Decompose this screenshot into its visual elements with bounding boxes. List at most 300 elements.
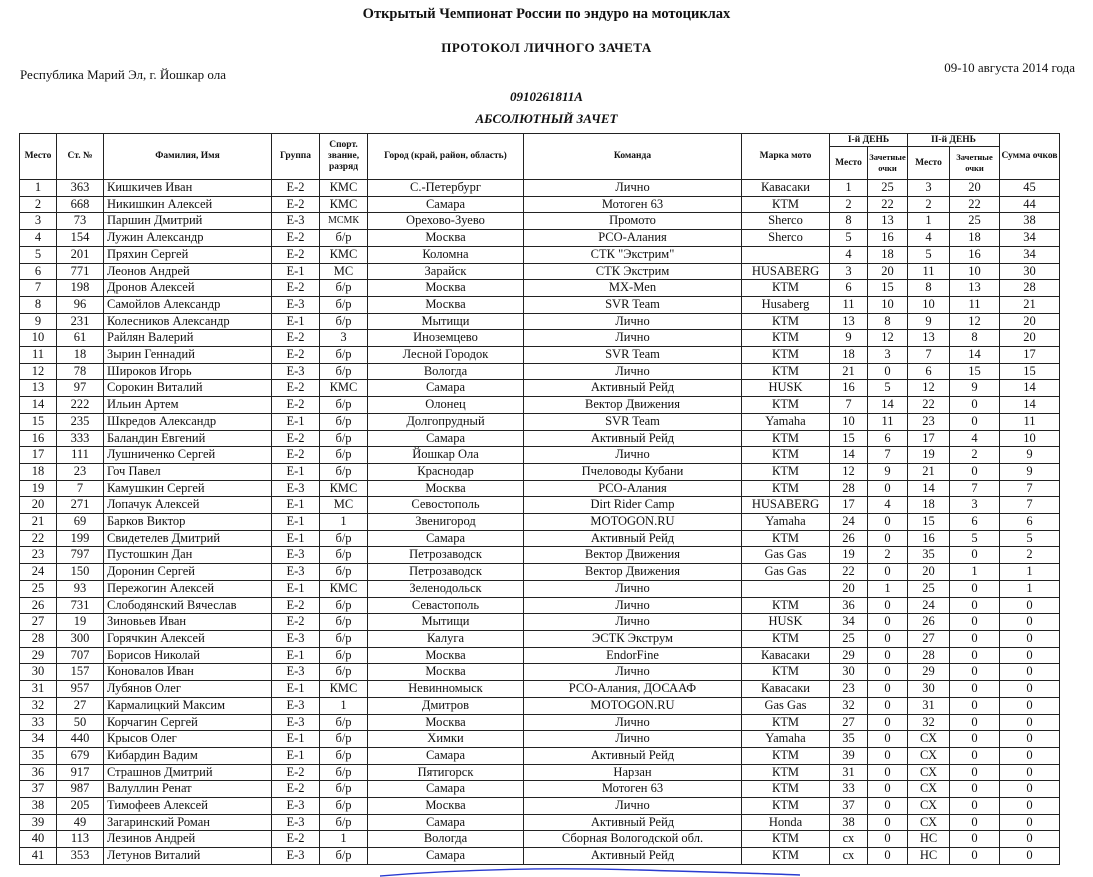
cell-day1-points: 22 [868,196,908,213]
cell-rank: КМС [320,246,368,263]
cell-place: 33 [20,714,57,731]
cell-rank: б/р [320,230,368,247]
cell-team: Вектор Движения [524,397,742,414]
cell-sum: 15 [1000,363,1060,380]
cell-place: 4 [20,230,57,247]
cell-place: 15 [20,413,57,430]
cell-city: Севостополь [368,497,524,514]
cell-group: Е-2 [272,330,320,347]
cell-day2-points: 0 [950,614,1000,631]
cell-group: Е-2 [272,280,320,297]
cell-day2-place: 5 [908,246,950,263]
cell-place: 3 [20,213,57,230]
cell-team: Лично [524,597,742,614]
cell-group: Е-2 [272,246,320,263]
cell-place: 32 [20,697,57,714]
cell-moto: Gas Gas [742,564,830,581]
cell-day2-points: 20 [950,180,1000,197]
cell-day1-points: 0 [868,630,908,647]
cell-sum: 10 [1000,430,1060,447]
cell-team: Лично [524,330,742,347]
cell-city: Пятигорск [368,764,524,781]
cell-start-no: 917 [57,764,104,781]
cell-day1-points: 9 [868,463,908,480]
cell-team: Dirt Rider Camp [524,497,742,514]
table-row [20,697,1060,714]
region-location: Республика Марий Эл, г. Йошкар ола [20,67,226,82]
cell-name: Свидетелев Дмитрий [104,530,272,547]
cell-team: EndorFine [524,647,742,664]
cell-city: Москва [368,296,524,313]
cell-team: СТК "Экстрим" [524,246,742,263]
cell-team: Активный Рейд [524,848,742,865]
cell-day1-place: 17 [830,497,868,514]
table-row [20,480,1060,497]
cell-moto: КТМ [742,463,830,480]
cell-city: Самара [368,380,524,397]
cell-team: СТК Экстрим [524,263,742,280]
cell-city: Зеленодольск [368,580,524,597]
cell-moto: Yamaha [742,731,830,748]
cell-rank: б/р [320,397,368,414]
table-row [20,831,1060,848]
table-row [20,714,1060,731]
table-row [20,397,1060,414]
cell-day1-place: 36 [830,597,868,614]
cell-place: 39 [20,814,57,831]
cell-start-no: 771 [57,263,104,280]
cell-group: Е-2 [272,230,320,247]
cell-day1-place: 37 [830,798,868,815]
cell-day2-points: 0 [950,814,1000,831]
cell-name: Баландин Евгений [104,430,272,447]
cell-team: ЭСТК Экструм [524,630,742,647]
cell-city: Севастополь [368,597,524,614]
cell-group: Е-1 [272,263,320,280]
cell-day1-points: 0 [868,747,908,764]
cell-sum: 9 [1000,447,1060,464]
cell-city: Самара [368,430,524,447]
cell-day2-place: СХ [908,764,950,781]
cell-day2-points: 6 [950,514,1000,531]
cell-start-no: 333 [57,430,104,447]
cell-moto: КТМ [742,313,830,330]
col-place: Место [20,134,57,180]
cell-sum: 0 [1000,764,1060,781]
cell-rank: б/р [320,714,368,731]
cell-sum: 1 [1000,564,1060,581]
cell-moto: Yamaha [742,413,830,430]
table-row [20,196,1060,213]
cell-day2-points: 2 [950,447,1000,464]
cell-sum: 9 [1000,463,1060,480]
table-row [20,413,1060,430]
cell-group: Е-3 [272,714,320,731]
cell-rank: КМС [320,480,368,497]
cell-rank: б/р [320,430,368,447]
cell-moto: КТМ [742,831,830,848]
cell-day1-points: 0 [868,814,908,831]
cell-day2-points: 12 [950,313,1000,330]
cell-place: 30 [20,664,57,681]
cell-day2-place: 17 [908,430,950,447]
table-row [20,463,1060,480]
cell-group: Е-1 [272,747,320,764]
cell-group: Е-1 [272,497,320,514]
cell-sum: 0 [1000,747,1060,764]
cell-group: Е-2 [272,397,320,414]
cell-place: 28 [20,630,57,647]
table-row [20,731,1060,748]
cell-place: 19 [20,480,57,497]
cell-day2-place: 3 [908,180,950,197]
cell-start-no: 23 [57,463,104,480]
cell-day1-place: 23 [830,681,868,698]
cell-sum: 20 [1000,313,1060,330]
cell-start-no: 198 [57,280,104,297]
cell-day1-points: 13 [868,213,908,230]
cell-sum: 7 [1000,480,1060,497]
table-row [20,280,1060,297]
cell-rank: б/р [320,363,368,380]
cell-day2-points: 0 [950,647,1000,664]
cell-rank: б/р [320,413,368,430]
cell-day1-place: 8 [830,213,868,230]
cell-place: 12 [20,363,57,380]
cell-team: Вектор Движения [524,564,742,581]
cell-group: Е-3 [272,296,320,313]
cell-group: Е-3 [272,798,320,815]
cell-start-no: 78 [57,363,104,380]
cell-day1-place: 19 [830,547,868,564]
cell-city: Краснодар [368,463,524,480]
cell-group: Е-3 [272,480,320,497]
cell-day2-points: 0 [950,547,1000,564]
cell-sum: 11 [1000,413,1060,430]
standings-subtitle: АБСОЛЮТНЫЙ ЗАЧЕТ [475,111,618,126]
cell-moto: КТМ [742,764,830,781]
cell-day1-points: 10 [868,296,908,313]
cell-day2-place: 19 [908,447,950,464]
cell-day2-place: 31 [908,697,950,714]
document-title: Открытый Чемпионат России по эндуро на мотоциклах [362,6,731,22]
cell-day2-place: 24 [908,597,950,614]
cell-moto: Sherco [742,230,830,247]
cell-moto: Gas Gas [742,697,830,714]
table-row [20,681,1060,698]
cell-group: Е-3 [272,564,320,581]
cell-group: Е-1 [272,514,320,531]
cell-sum: 34 [1000,230,1060,247]
cell-group: Е-2 [272,380,320,397]
cell-day1-place: 34 [830,614,868,631]
col-city: Город (край, район, область) [368,134,524,180]
cell-sum: 0 [1000,848,1060,865]
cell-day2-place: 7 [908,347,950,364]
cell-moto: КТМ [742,480,830,497]
cell-day1-place: сх [830,831,868,848]
cell-day2-place: НС [908,831,950,848]
cell-day2-place: 28 [908,647,950,664]
cell-city: Москва [368,230,524,247]
cell-rank: б/р [320,597,368,614]
cell-day1-points: 0 [868,831,908,848]
cell-moto: КТМ [742,798,830,815]
cell-rank: б/р [320,764,368,781]
col-day1: I-й ДЕНЬ [830,134,908,147]
cell-group: Е-2 [272,447,320,464]
cell-sum: 0 [1000,731,1060,748]
cell-day1-place: 26 [830,530,868,547]
cell-group: Е-1 [272,463,320,480]
cell-day2-points: 0 [950,630,1000,647]
cell-day1-points: 0 [868,731,908,748]
cell-city: Самара [368,781,524,798]
table-row [20,814,1060,831]
cell-day2-points: 0 [950,597,1000,614]
cell-team: MOTOGON.RU [524,514,742,531]
cell-start-no: 235 [57,413,104,430]
cell-day1-place: 11 [830,296,868,313]
cell-rank: МС [320,497,368,514]
col-day1-points: Зачетные очки [868,147,908,180]
table-row [20,798,1060,815]
cell-name: Кишкичев Иван [104,180,272,197]
cell-place: 8 [20,296,57,313]
cell-day1-points: 6 [868,430,908,447]
cell-start-no: 61 [57,330,104,347]
cell-rank: б/р [320,664,368,681]
cell-place: 13 [20,380,57,397]
cell-team: Нарзан [524,764,742,781]
cell-city: Самара [368,848,524,865]
cell-rank: б/р [320,530,368,547]
table-row [20,647,1060,664]
cell-day1-points: 0 [868,798,908,815]
cell-name: Никишкин Алексей [104,196,272,213]
cell-day1-place: 21 [830,363,868,380]
cell-moto: Yamaha [742,514,830,531]
cell-day2-place: 16 [908,530,950,547]
table-row [20,630,1060,647]
cell-sum: 0 [1000,831,1060,848]
cell-day1-place: 10 [830,413,868,430]
table-row [20,347,1060,364]
cell-day2-points: 10 [950,263,1000,280]
cell-day1-place: 27 [830,714,868,731]
cell-sum: 17 [1000,347,1060,364]
cell-rank: КМС [320,380,368,397]
col-day1-place: Место [830,147,868,180]
cell-day1-points: 14 [868,397,908,414]
cell-rank: б/р [320,280,368,297]
cell-start-no: 271 [57,497,104,514]
cell-place: 38 [20,798,57,815]
cell-team: Лично [524,614,742,631]
cell-moto: КТМ [742,848,830,865]
cell-team: Лично [524,731,742,748]
cell-start-no: 19 [57,614,104,631]
cell-moto [742,580,830,597]
cell-place: 27 [20,614,57,631]
cell-rank: б/р [320,731,368,748]
cell-place: 14 [20,397,57,414]
table-row [20,497,1060,514]
cell-group: Е-2 [272,831,320,848]
cell-day1-place: 6 [830,280,868,297]
table-row [20,447,1060,464]
cell-name: Широков Игорь [104,363,272,380]
col-start-no: Ст. № [57,134,104,180]
cell-day1-place: 4 [830,246,868,263]
cell-day1-points: 5 [868,380,908,397]
cell-place: 34 [20,731,57,748]
cell-sum: 0 [1000,681,1060,698]
cell-team: Активный Рейд [524,430,742,447]
cell-team: Активный Рейд [524,380,742,397]
cell-place: 29 [20,647,57,664]
cell-moto: HUSABERG [742,263,830,280]
cell-name: Леонов Андрей [104,263,272,280]
cell-start-no: 18 [57,347,104,364]
cell-moto: КТМ [742,664,830,681]
cell-sum: 14 [1000,380,1060,397]
cell-team: Лично [524,798,742,815]
cell-day2-place: 23 [908,413,950,430]
cell-name: Валуллин Ренат [104,781,272,798]
cell-day2-points: 18 [950,230,1000,247]
cell-group: Е-2 [272,180,320,197]
cell-start-no: 73 [57,213,104,230]
cell-name: Горячкин Алексей [104,630,272,647]
cell-team: Лично [524,180,742,197]
cell-city: С.-Петербург [368,180,524,197]
cell-group: Е-1 [272,580,320,597]
cell-rank: б/р [320,564,368,581]
cell-sum: 21 [1000,296,1060,313]
cell-group: Е-3 [272,814,320,831]
cell-city: Химки [368,731,524,748]
cell-city: Петрозаводск [368,547,524,564]
cell-start-no: 707 [57,647,104,664]
cell-day2-place: 18 [908,497,950,514]
cell-city: Москва [368,714,524,731]
cell-day2-place: СХ [908,798,950,815]
cell-day2-points: 4 [950,430,1000,447]
cell-name: Лопачук Алексей [104,497,272,514]
cell-day2-place: 14 [908,480,950,497]
cell-rank: б/р [320,547,368,564]
cell-name: Лушниченко Сергей [104,447,272,464]
cell-rank: 3 [320,330,368,347]
cell-rank: б/р [320,630,368,647]
cell-place: 6 [20,263,57,280]
cell-place: 1 [20,180,57,197]
cell-start-no: 93 [57,580,104,597]
cell-sum: 0 [1000,664,1060,681]
cell-name: Колесников Александр [104,313,272,330]
cell-day1-place: сх [830,848,868,865]
cell-team: Лично [524,313,742,330]
cell-day1-points: 0 [868,848,908,865]
cell-name: Пряхин Сергей [104,246,272,263]
col-day2-place: Место [908,147,950,180]
table-row [20,313,1060,330]
cell-rank: б/р [320,313,368,330]
cell-place: 24 [20,564,57,581]
cell-day1-place: 31 [830,764,868,781]
cell-day1-points: 0 [868,363,908,380]
cell-name: Камушкин Сергей [104,480,272,497]
cell-group: Е-2 [272,597,320,614]
cell-sum: 45 [1000,180,1060,197]
cell-day1-points: 0 [868,530,908,547]
cell-place: 11 [20,347,57,364]
cell-day2-place: 30 [908,681,950,698]
cell-start-no: 987 [57,781,104,798]
cell-name: Барков Виктор [104,514,272,531]
cell-rank: б/р [320,463,368,480]
cell-rank: б/р [320,614,368,631]
cell-name: Крысов Олег [104,731,272,748]
cell-city: Коломна [368,246,524,263]
cell-moto: Кавасаки [742,180,830,197]
cell-sum: 5 [1000,530,1060,547]
cell-moto: КТМ [742,363,830,380]
cell-moto: КТМ [742,347,830,364]
cell-day2-place: НС [908,848,950,865]
cell-day1-points: 0 [868,480,908,497]
cell-moto: Gas Gas [742,547,830,564]
cell-day1-points: 1 [868,580,908,597]
cell-name: Пустошкин Дан [104,547,272,564]
cell-rank: б/р [320,814,368,831]
cell-day2-place: 9 [908,313,950,330]
cell-place: 9 [20,313,57,330]
cell-name: Кармалицкий Максим [104,697,272,714]
cell-start-no: 231 [57,313,104,330]
cell-day2-place: 6 [908,363,950,380]
cell-team: MOTOGON.RU [524,697,742,714]
cell-name: Шкредов Александр [104,413,272,430]
cell-sum: 0 [1000,798,1060,815]
cell-day1-place: 15 [830,430,868,447]
cell-day1-points: 0 [868,697,908,714]
cell-day1-points: 12 [868,330,908,347]
cell-moto: Sherco [742,213,830,230]
cell-moto: HUSABERG [742,497,830,514]
cell-start-no: 201 [57,246,104,263]
cell-team: Активный Рейд [524,747,742,764]
cell-day1-points: 20 [868,263,908,280]
cell-moto: Husaberg [742,296,830,313]
cell-day2-points: 0 [950,798,1000,815]
cell-start-no: 49 [57,814,104,831]
cell-name: Доронин Сергей [104,564,272,581]
cell-name: Лезинов Андрей [104,831,272,848]
cell-day2-place: 8 [908,280,950,297]
cell-day1-place: 32 [830,697,868,714]
cell-start-no: 157 [57,664,104,681]
cell-moto: Honda [742,814,830,831]
cell-day1-place: 38 [830,814,868,831]
cell-day2-points: 11 [950,296,1000,313]
cell-day1-points: 0 [868,614,908,631]
table-row [20,430,1060,447]
cell-name: Коновалов Иван [104,664,272,681]
cell-sum: 44 [1000,196,1060,213]
cell-day2-points: 14 [950,347,1000,364]
